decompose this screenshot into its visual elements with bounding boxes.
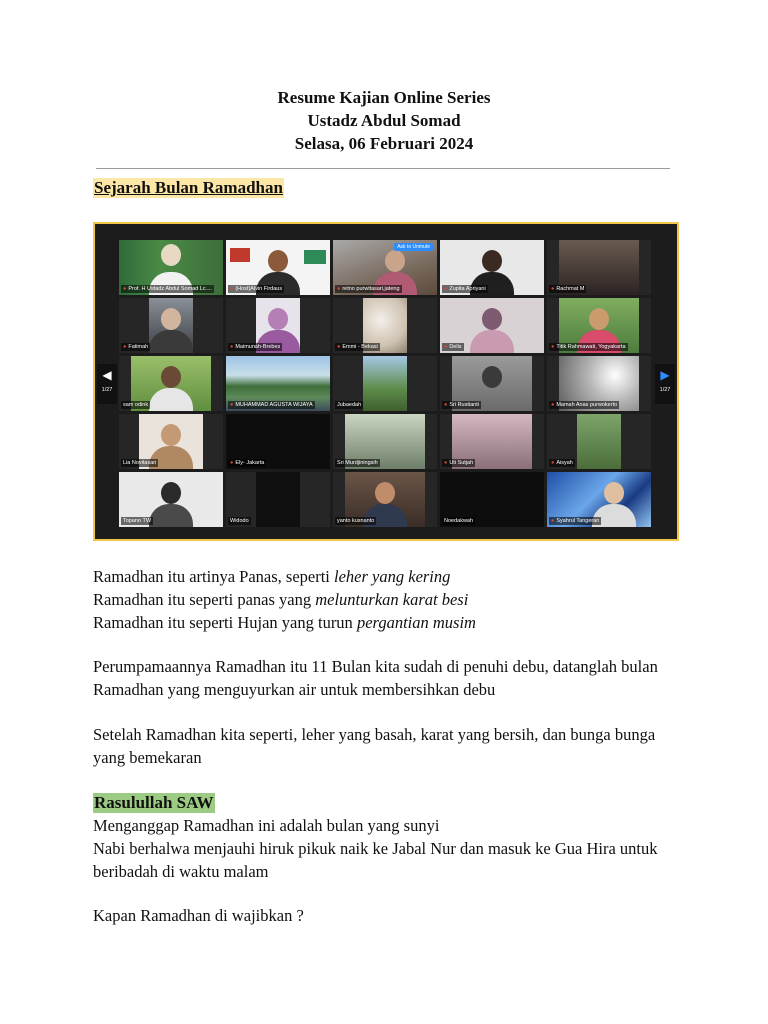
- participant-name: ● Emmi - Bekasi: [337, 344, 378, 350]
- participant-tile[interactable]: [333, 414, 437, 469]
- mic-muted-icon: ●: [444, 344, 448, 350]
- mic-muted-icon: ●: [230, 286, 234, 292]
- participant-tile[interactable]: [226, 298, 330, 353]
- participant-name: ● Titik Rahmawati, Yogyakarta: [551, 344, 626, 350]
- page-indicator-right: 1/27: [659, 387, 671, 393]
- participant-tile[interactable]: [226, 356, 330, 411]
- participant-tile[interactable]: [119, 298, 223, 353]
- participant-name: Lia Novitasari: [123, 460, 157, 466]
- text-line: Ramadhan itu seperti panas yang melunturkan karat besi: [93, 590, 469, 609]
- participant-tile[interactable]: [333, 240, 437, 295]
- meeting-screenshot: [93, 222, 679, 541]
- text-line: Ramadhan itu artinya Panas, seperti leher yang kering: [93, 567, 451, 586]
- mic-muted-icon: ●: [444, 286, 448, 292]
- mic-muted-icon: ●: [123, 286, 127, 292]
- participant-name: ● Sri Rustianti: [444, 402, 479, 408]
- section-heading-sejarah: Sejarah Bulan Ramadhan: [94, 178, 283, 197]
- participant-name: ● Fatimah: [123, 344, 149, 350]
- participant-tile[interactable]: [333, 356, 437, 411]
- document-date: Selasa, 06 Februari 2024: [294, 134, 474, 153]
- participant-tile[interactable]: [119, 240, 223, 295]
- speaker-name: Ustadz Abdul Somad: [307, 111, 461, 130]
- chevron-left-icon: ◀: [102, 368, 112, 382]
- mic-muted-icon: ●: [551, 344, 555, 350]
- participant-name: ● retno purwitasari,jateng: [337, 286, 400, 292]
- mic-muted-icon: ●: [230, 402, 234, 408]
- participant-tile[interactable]: [547, 298, 651, 353]
- participant-name: ● Syahrul Tangeran: [551, 518, 600, 524]
- participant-tile[interactable]: [440, 414, 544, 469]
- participant-tile[interactable]: [547, 414, 651, 469]
- mic-muted-icon: ●: [444, 460, 448, 466]
- participant-tile[interactable]: [440, 472, 544, 527]
- mic-muted-icon: ●: [337, 344, 341, 350]
- paragraph-perumpamaan: Perumpamaannya Ramadhan itu 11 Bulan kita sudah di penuhi debu, datanglah bulan Ramadhan yang menguyurkan air untuk membersihkan debu: [93, 657, 658, 699]
- mic-muted-icon: ●: [551, 518, 555, 524]
- mic-muted-icon: ●: [337, 286, 341, 292]
- participant-tile[interactable]: [333, 472, 437, 527]
- mic-muted-icon: ●: [551, 402, 555, 408]
- participant-tile[interactable]: [547, 240, 651, 295]
- participant-tile[interactable]: [226, 472, 330, 527]
- participant-name: sam odink: [123, 402, 149, 408]
- participant-name: Noedakwah: [444, 518, 474, 524]
- participant-name: ● Aisyah: [551, 460, 573, 466]
- participant-tile[interactable]: [226, 240, 330, 295]
- participant-name: ● Rachmat M: [551, 286, 585, 292]
- participant-tile[interactable]: [333, 298, 437, 353]
- participant-name: ● Zupita Apriyani: [444, 286, 486, 292]
- question-line: Kapan Ramadhan di wajibkan ?: [93, 906, 304, 925]
- participant-name: ● Mamah Anas purwokerto: [551, 402, 618, 408]
- participant-name: ● (Host)Alvin Firdaus: [230, 286, 283, 292]
- page-indicator-left: 1/27: [101, 387, 113, 393]
- banner-logo: [230, 248, 250, 262]
- participant-name: Topano TW: [123, 518, 152, 524]
- participant-tile[interactable]: [119, 356, 223, 411]
- participant-name: ● Delis: [444, 344, 462, 350]
- participant-name: ● Maimunah-Brebes: [230, 344, 281, 350]
- text-line: Nabi berhalwa menjauhi hiruk pikuk naik ke Jabal Nur dan masuk ke Gua Hira untuk beribadah di waktu malam: [93, 839, 658, 881]
- mic-muted-icon: ●: [123, 344, 127, 350]
- participant-tile[interactable]: [440, 356, 544, 411]
- italic-phrase: melunturkan karat besi: [315, 590, 469, 609]
- participant-tile[interactable]: [440, 298, 544, 353]
- text-line: Ramadhan itu seperti Hujan yang turun pergantian musim: [93, 613, 476, 632]
- paragraph-setelah-ramadhan: Setelah Ramadhan kita seperti, leher yang basah, karat yang bersih, dan bunga bunga yang bemekaran: [93, 725, 656, 767]
- section-heading-rasulullah: Rasulullah SAW: [94, 793, 214, 812]
- participant-name: ● Prof. H Ustadz Abdul Somad Lc....: [123, 286, 212, 292]
- ask-to-unmute-button[interactable]: Ask to Unmute: [394, 243, 433, 251]
- participant-name: ● Ely- Jakarta: [230, 460, 265, 466]
- paragraph-rasulullah: [93, 814, 683, 883]
- text-line: Menganggap Ramadhan ini adalah bulan yang sunyi: [93, 816, 440, 835]
- participant-name: Jubaedah: [337, 402, 362, 408]
- mic-muted-icon: ●: [551, 460, 555, 466]
- document-title: Resume Kajian Online Series: [277, 88, 491, 107]
- banner-logo: [304, 250, 326, 264]
- participant-tile[interactable]: [547, 356, 651, 411]
- prev-page-button[interactable]: [97, 364, 117, 404]
- mic-muted-icon: ●: [551, 286, 555, 292]
- chevron-right-icon: ▶: [660, 368, 670, 382]
- paragraph-ramadhan-meaning: [93, 565, 683, 634]
- next-page-button[interactable]: [655, 364, 675, 404]
- participant-name: ● MUHAMMAD AGUSTA WIJAYA: [230, 402, 313, 408]
- mic-muted-icon: ●: [444, 402, 448, 408]
- participant-tile[interactable]: [547, 472, 651, 527]
- participant-name: yanto kusnanto: [337, 518, 375, 524]
- participant-name: ● Uti Sutjah: [444, 460, 474, 466]
- document-header: [0, 86, 768, 155]
- participant-tile[interactable]: [226, 414, 330, 469]
- participant-name: Widodo: [230, 518, 249, 524]
- mic-muted-icon: ●: [230, 460, 234, 466]
- participant-tile[interactable]: [119, 414, 223, 469]
- horizontal-divider: [96, 168, 670, 169]
- mic-muted-icon: ●: [230, 344, 234, 350]
- participant-tile[interactable]: [119, 472, 223, 527]
- participant-grid: [119, 240, 651, 527]
- participant-name: Sri Murdjiningsih: [337, 460, 378, 466]
- participant-tile[interactable]: [440, 240, 544, 295]
